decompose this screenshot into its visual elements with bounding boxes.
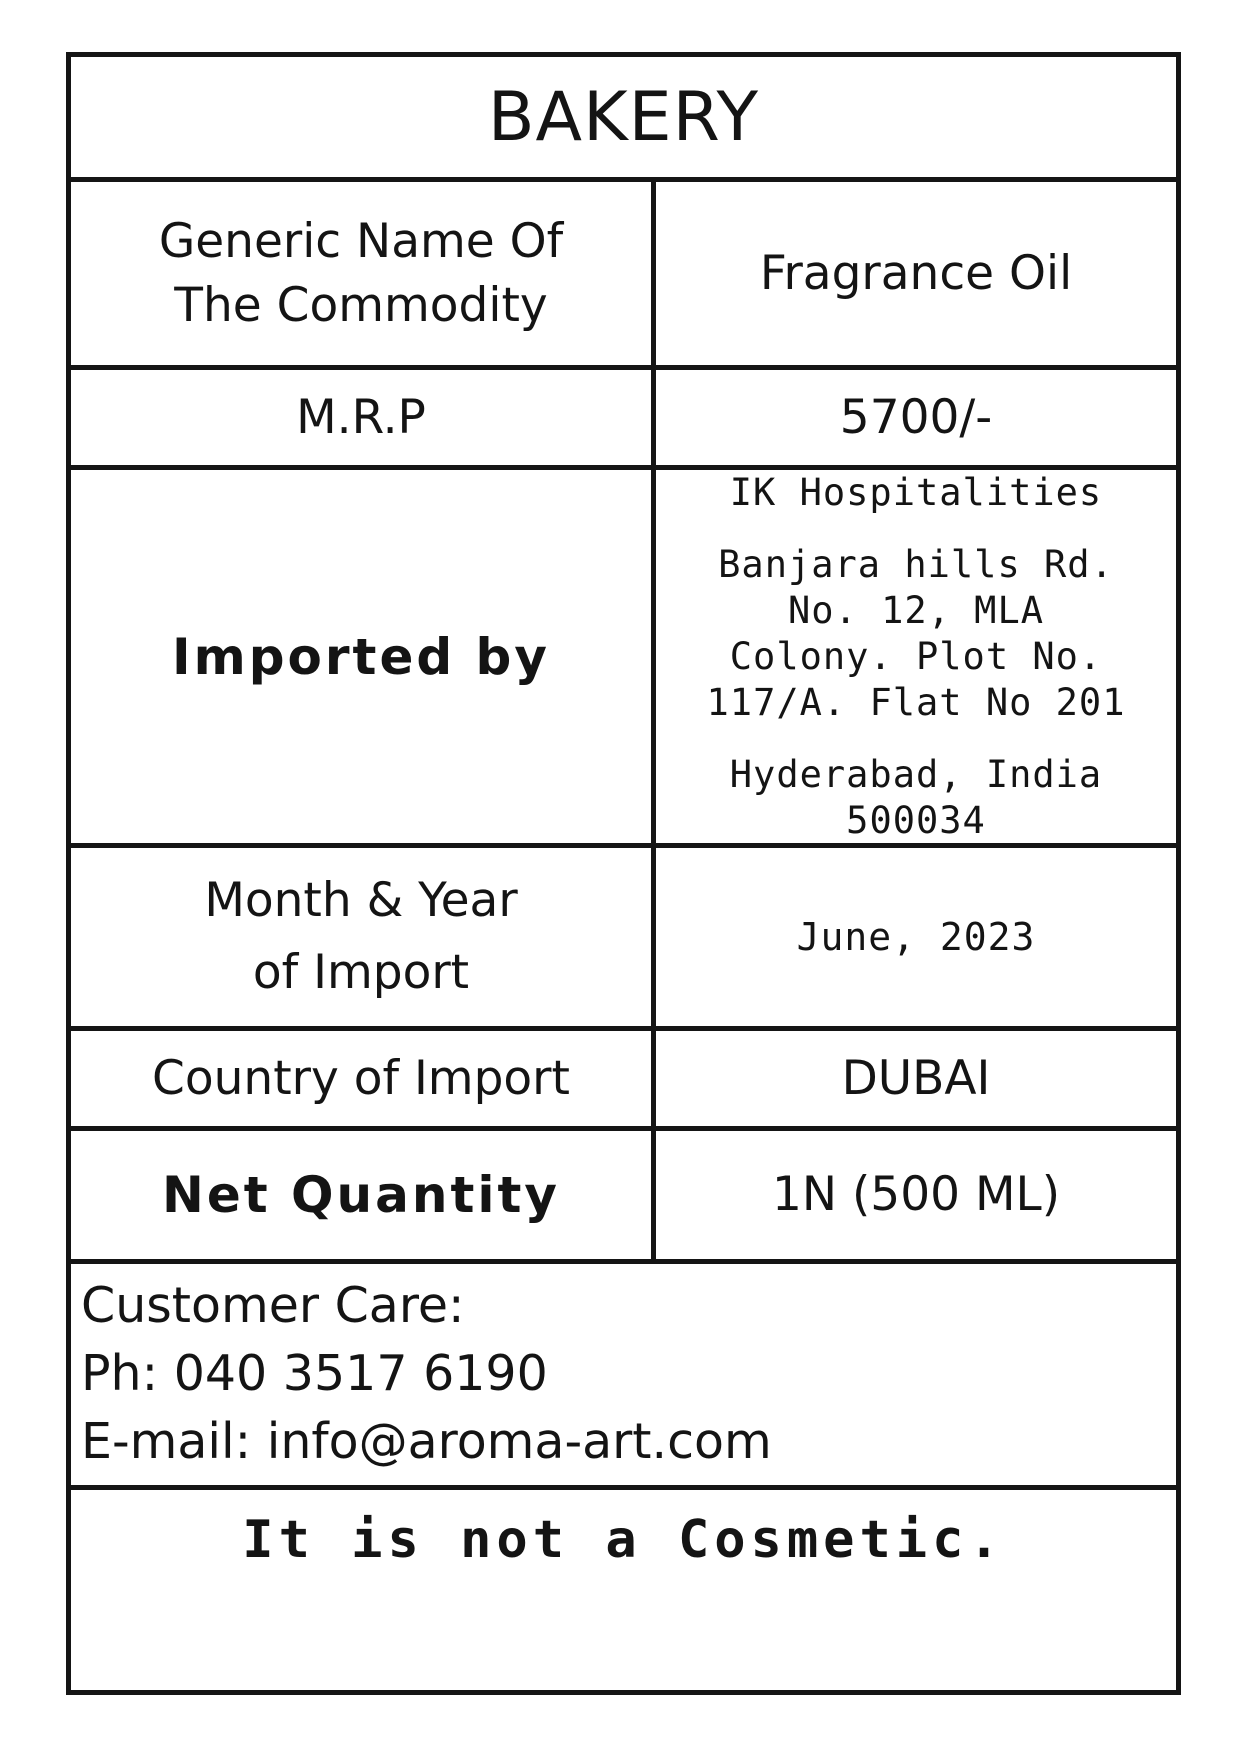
imported-by-row <box>71 470 1176 848</box>
customer-care-heading: Customer Care: <box>81 1277 465 1334</box>
country-label-cell <box>71 1031 656 1126</box>
customer-care-email: E-mail: info@aroma-art.com <box>81 1413 772 1470</box>
not-cosmetic-notice: It is not a Cosmetic. <box>242 1510 1005 1570</box>
import-date-label <box>204 865 517 1009</box>
country-row <box>71 1031 1176 1131</box>
country-label: Country of Import <box>152 1050 570 1106</box>
mrp-value-cell <box>656 370 1176 465</box>
address-line: No. 12, MLA <box>787 588 1045 632</box>
address-line: Banjara hills Rd. <box>718 542 1114 586</box>
import-date-label-cell <box>71 848 656 1026</box>
country-value: DUBAI <box>841 1050 991 1106</box>
city-line: Hyderabad, India <box>729 752 1103 796</box>
import-date-row <box>71 848 1176 1031</box>
generic-name-label-line1: Generic Name Of <box>158 213 564 269</box>
customer-care-row <box>71 1264 1176 1490</box>
mrp-label: M.R.P <box>296 389 426 445</box>
net-quantity-label: Net Quantity <box>161 1166 561 1224</box>
postal-code: 500034 <box>846 798 986 842</box>
generic-name-label <box>159 210 563 338</box>
address-line: Colony. Plot No. <box>729 634 1103 678</box>
country-value-cell <box>656 1031 1176 1126</box>
importer-details-cell <box>656 470 1176 843</box>
imported-by-label: Imported by <box>172 627 550 686</box>
customer-care-phone: Ph: 040 3517 6190 <box>81 1345 548 1402</box>
importer-address-block <box>707 470 1126 844</box>
net-quantity-label-cell <box>71 1131 656 1259</box>
generic-name-label-line2: The Commodity <box>174 277 548 333</box>
title-row <box>71 57 1176 182</box>
import-date-value: June, 2023 <box>796 915 1036 959</box>
net-quantity-row <box>71 1131 1176 1264</box>
importer-name: IK Hospitalities <box>729 470 1103 514</box>
customer-care-block <box>81 1272 772 1476</box>
generic-name-row <box>71 182 1176 370</box>
import-date-label-line2: of Import <box>252 945 470 1000</box>
mrp-label-cell <box>71 370 656 465</box>
import-date-value-cell <box>656 848 1176 1026</box>
imported-by-label-cell <box>71 470 656 843</box>
mrp-row <box>71 370 1176 470</box>
address-line: 117/A. Flat No 201 <box>706 680 1126 724</box>
generic-name-label-cell <box>71 182 656 365</box>
generic-name-value-cell <box>656 182 1176 365</box>
product-label <box>66 52 1181 1695</box>
label-title: BAKERY <box>487 77 760 157</box>
mrp-value: 5700/- <box>839 389 993 445</box>
net-quantity-value: 1N (500 ML) <box>771 1167 1061 1222</box>
footer-row <box>71 1490 1176 1690</box>
footer-cell <box>71 1490 1176 1590</box>
net-quantity-value-cell <box>656 1131 1176 1259</box>
title-cell <box>71 57 1176 177</box>
import-date-label-line1: Month & Year <box>204 873 518 928</box>
generic-name-value: Fragrance Oil <box>759 245 1073 301</box>
